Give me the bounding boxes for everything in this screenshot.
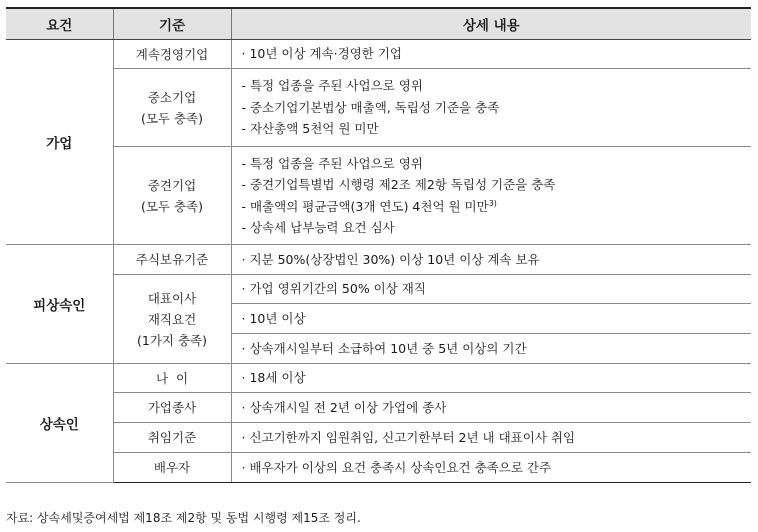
table-row	[6, 364, 751, 393]
criterion-cell: 계속경영기업	[113, 40, 231, 69]
table-row	[6, 423, 751, 453]
criterion-cell: 나 이	[113, 364, 231, 393]
header-details: 상세 내용	[231, 8, 751, 40]
requirement-heir: 상속인	[6, 364, 113, 483]
table-row	[6, 275, 751, 304]
footnote-marker: 3)	[488, 198, 497, 208]
table-row	[6, 147, 751, 245]
criterion-cell: 중소기업 (모두 충족)	[113, 69, 231, 147]
details-cell: · 10년 이상	[231, 304, 751, 334]
criterion-cell: 주식보유기준	[113, 245, 231, 275]
details-cell: - 특정 업종을 주된 사업으로 영위 - 중소기업기본법상 매출액, 독립성 기준을 충족 - 자산총액 5천억 원 미만	[231, 69, 751, 147]
details-cell: · 상속개시일부터 소급하여 10년 중 5년 이상의 기간	[231, 334, 751, 364]
table-row	[6, 69, 751, 147]
table-row	[6, 245, 751, 275]
details-cell: · 가업 영위기간의 50% 이상 재직	[231, 275, 751, 304]
details-cell: · 18세 이상	[231, 364, 751, 393]
details-cell: - 특정 업종을 주된 사업으로 영위 - 중견기업특별법 시행령 제2조 제2항 독립성 기준을 충족 - 매출액의 평균금액(3개 연도) 4천억 원 미만$^{3)}$ - 상속세 납부능력 요건 심사	[231, 147, 751, 245]
criterion-cell: 배우자	[113, 453, 231, 483]
table-row	[6, 393, 751, 423]
details-cell: · 상속개시일 전 2년 이상 가업에 종사	[231, 393, 751, 423]
header-requirement: 요건	[6, 8, 113, 40]
requirement-decedent: 피상속인	[6, 245, 113, 364]
criterion-cell: 가업종사	[113, 393, 231, 423]
requirements-table-wrap	[6, 7, 751, 483]
requirements-table	[6, 7, 751, 483]
header-row	[6, 8, 751, 40]
criterion-cell: 대표이사 재직요건 (1가지 충족)	[113, 275, 231, 364]
details-cell: · 지분 50%(상장법인 30%) 이상 10년 이상 계속 보유	[231, 245, 751, 275]
criterion-cell: 중견기업 (모두 충족)	[113, 147, 231, 245]
requirement-family-business: 가업	[6, 40, 113, 245]
details-cell: · 배우자가 이상의 요건 충족시 상속인요건 충족으로 간주	[231, 453, 751, 483]
details-cell: · 신고기한까지 임원취임, 신고기한부터 2년 내 대표이사 취임	[231, 423, 751, 453]
table-row	[6, 40, 751, 69]
source-note: 자료: 상속세및증여세법 제18조 제2항 및 동법 시행령 제15조 정리.	[6, 511, 361, 525]
table-row	[6, 453, 751, 483]
details-cell: · 10년 이상 계속·경영한 기업	[231, 40, 751, 69]
criterion-cell: 취임기준	[113, 423, 231, 453]
header-criterion: 기준	[113, 8, 231, 40]
